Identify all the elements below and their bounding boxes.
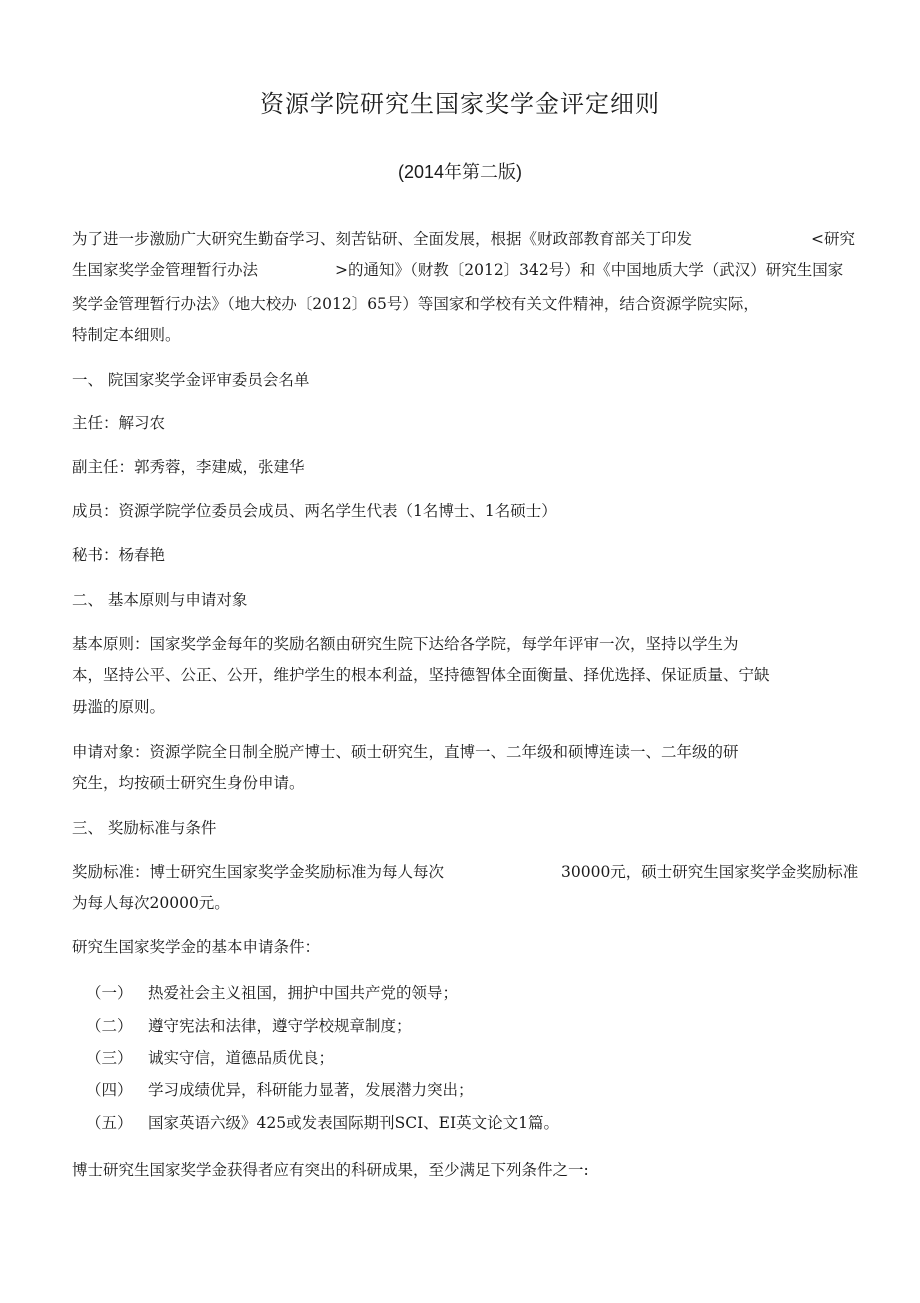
conditions-intro: 研究生国家奖学金的基本申请条件： [72,938,321,956]
standard-line-1a: 奖励标准：博士研究生国家奖学金奖励标准为每人每次 [72,863,445,881]
phd-requirement: 博士研究生国家奖学金获得者应有突出的科研成果，至少满足下列条件之一: [72,1161,589,1179]
intro-line-2a: 生国家奖学金管理暂行办法 [72,261,259,279]
principle-line-1: 基本原则：国家奖学金每年的奖励名额由研究生院下达给各学院，每学年评审一次，坚持以学生为 [72,635,739,653]
intro-line-1a: 为了进一步激励广大研究生勤奋学习、刻苦钻研、全面发展，根据《财政部教育部关丁印发 [72,230,693,248]
intro-line-4: 特制定本细则。 [72,326,181,344]
intro-line-1b: <研究 [811,230,855,248]
condition-4-text: 学习成绩优异，科研能力显著，发展潜力突出； [148,1081,474,1099]
section-1-heading: 一、 院国家奖学金评审委员会名单 [72,371,310,389]
standard-line-1b: 30000元，硕士研究生国家奖学金奖励标准 [561,863,859,881]
committee-members: 成员：资源学院学位委员会成员、两名学生代表（1名博士、1名硕士） [72,502,557,520]
condition-1-text: 热爱社会主义祖国，拥护中国共产党的领导； [148,984,459,1002]
committee-vice-director: 副主任：郭秀蓉，李建威，张建华 [72,458,305,476]
condition-2-text: 遵守宪法和法律，遵守学校规章制度； [148,1017,412,1035]
standard-line-2: 为每人每次20000元。 [72,894,230,912]
condition-4-number: （四） [86,1081,133,1099]
applicants-line-2: 究生，均按硕士研究生身份申请。 [72,774,305,792]
condition-2-number: （二） [86,1017,133,1035]
document-title: 资源学院研究生国家奖学金评定细则 [260,90,660,118]
condition-3-number: （三） [86,1049,133,1067]
section-3-heading: 三、 奖励标准与条件 [72,819,217,837]
section-2-heading: 二、 基本原则与申请对象 [72,591,248,609]
principle-line-2: 本，坚持公平、公正、公开，维护学生的根本利益，坚持德智体全面衡量、择优选择、保证质量、宁缺 [72,666,770,684]
condition-5-text: 国家英语六级》425或发表国际期刊SCI、EI英文论文1篇。 [148,1114,559,1132]
principle-line-3: 毋滥的原则。 [72,698,166,716]
condition-3-text: 诚实守信，道德品质优良； [148,1049,335,1067]
condition-1-number: （一） [86,984,133,1002]
intro-line-2b: >的通知》（财教〔2012〕342号）和《中国地质大学（武汉）研究生国家 [335,261,844,279]
document-subtitle: (2014年第二版) [397,162,523,182]
committee-director: 主任：解习农 [72,414,166,432]
condition-5-number: （五） [86,1114,133,1132]
intro-line-3: 奖学金管理暂行办法》（地大校办〔2012〕65号）等国家和学校有关文件精神，结合资源学院实际， [72,295,759,313]
committee-secretary: 秘书：杨春艳 [72,546,166,564]
applicants-line-1: 申请对象：资源学院全日制全脱产博士、硕士研究生，直博一、二年级和硕博连读一、二年级的研 [72,743,739,761]
